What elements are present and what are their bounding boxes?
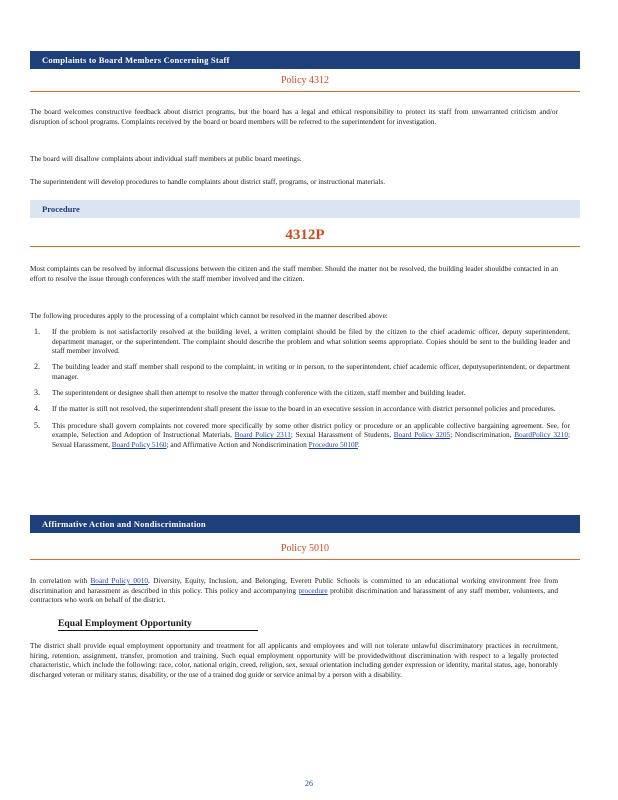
item-text: The building leader and staff member shall respond to the complaint, in writing or in person, to the superintendent, chief academic officer, deputysuperintendent, or department manager. (52, 362, 570, 381)
section-header-complaints (30, 51, 580, 69)
board-policy-2311-link[interactable]: Board Policy 2311 (234, 430, 291, 440)
item-text: The superintendent or designee shall then attempt to resolve the matter through conference with the citizen, staff member and building leader. (52, 388, 466, 398)
procedure-link[interactable]: procedure (298, 585, 328, 595)
policy-5010-paragraph-1 (30, 576, 558, 605)
item-text: ; Nondiscrimination, (450, 430, 512, 440)
policy-4312-paragraph-2: The board will disallow complaints about individual staff members at public board meetings. (30, 154, 302, 163)
policy-label-4312: Policy 4312 (30, 73, 580, 92)
policy-5010-paragraph-2: The district shall provide equal employment opportunity and treatment for all applicants and employees and will not tolerate unlawful discriminatory practices in recruitment, hiring, retention, assignment, transfer, promotion and training. Such equal employment opportunity will be providedwithout discrimination with respect to a legally protected characteristic, which include the following: race, color, national origin, creed, religion, sex, sexual orientation including gender expression or identity, marital status, age, honorably discharged veteran or military status, disability, or the use of a trained dog guide or service animal by a person with a disability. (30, 641, 558, 679)
item-text: . (357, 439, 360, 449)
section-header-procedure (30, 200, 580, 218)
item-text: ; Sexual Harassment of Students, (290, 430, 392, 440)
procedure-item (30, 327, 570, 356)
item-text: This procedure shall govern complaints not covered more specifically by some other district policy or procedure or an applicable collective bargaining agreement. See, for example, Selection and Adoption of Instructional Materials, (52, 420, 570, 440)
section-header-text: Complaints to Board Members Concerning Staff (42, 55, 230, 65)
procedure-list (30, 327, 570, 456)
procedure-5010p-link[interactable]: Procedure 5010P (308, 439, 358, 449)
board-policy-0010-link[interactable]: Board Policy 0010 (90, 576, 149, 585)
paragraph-text: In correlation with (30, 576, 88, 585)
item-number: 2. (34, 362, 40, 372)
page-number: 26 (305, 779, 313, 788)
policy-4312-paragraph-3: The superintendent will develop procedures to handle complaints about district staff, programs, or instructional materials. (30, 177, 386, 186)
procedure-label-4312p: 4312P (30, 226, 580, 247)
policy-4312-paragraph-1: The board welcomes constructive feedback about district programs, but the board has a legal and ethical responsibility to protect its staff from unwarranted criticism and/or disruption of school programs. Complaints received by the board or board members will be referred to the superintendent for investigation. (30, 107, 558, 126)
item-number: 4. (34, 404, 40, 414)
board-policy-5160-link[interactable]: Board Policy 5160 (111, 439, 167, 449)
paragraph-text: , Diversity, Equity, Inclusion, and Belonging, Everett Public Schools is committed to an educational working environment free from discrimination and harassment as described in this policy. This policy and accompanying (30, 576, 559, 595)
item-text: ; and Affirmative Action and Nondiscrimination (166, 439, 307, 449)
equal-employment-subheading: Equal Employment Opportunity (58, 618, 258, 631)
procedure-item (30, 404, 570, 414)
item-number: 1. (34, 327, 40, 336)
item-number: 3. (34, 388, 40, 398)
section-header-text: Affirmative Action and Nondiscrimination (42, 519, 206, 529)
item-text: ; Sexual Harassment, (52, 430, 570, 449)
item-number: 5. (34, 420, 40, 430)
section-header-affirmative-action (30, 515, 580, 533)
board-policy-3210-link[interactable]: BoardPolicy 3210 (514, 430, 568, 440)
procedure-item (30, 421, 570, 450)
procedure-item (30, 362, 570, 381)
item-text: If the problem is not satisfactorily resolved at the building level, a written complaint should be filed by the citizen to the chief academic officer, deputy superintendent, department manager, or the superintendent. The complaint should describe the problem and what solution seems appropriate. Copies should be sent to the building leader and staff member involved. (52, 327, 570, 356)
procedure-lead: The following procedures apply to the processing of a complaint which cannot be resolved in the manner described above: (30, 311, 388, 320)
procedure-header-text: Procedure (42, 204, 80, 214)
item-text: If the matter is still not resolved, the superintendent shall present the issue to the board in an executive session in accordance with district personnel policies and procedures. (52, 404, 556, 414)
paragraph-text: prohibit discrimination and harassment of any staff member, volunteers, and contractors who work on behalf of the district. (30, 585, 559, 605)
board-policy-3205-link[interactable]: Board Policy 3205 (393, 430, 451, 440)
procedure-item (30, 388, 570, 398)
policy-label-5010: Policy 5010 (30, 541, 580, 560)
procedure-intro: Most complaints can be resolved by informal discussions between the citizen and the staff member. Should the matter not be resolved, the building leader shouldbe contacted in an effort to resolve the issue through conferences with the staff member involved and the citizen. (30, 264, 558, 283)
